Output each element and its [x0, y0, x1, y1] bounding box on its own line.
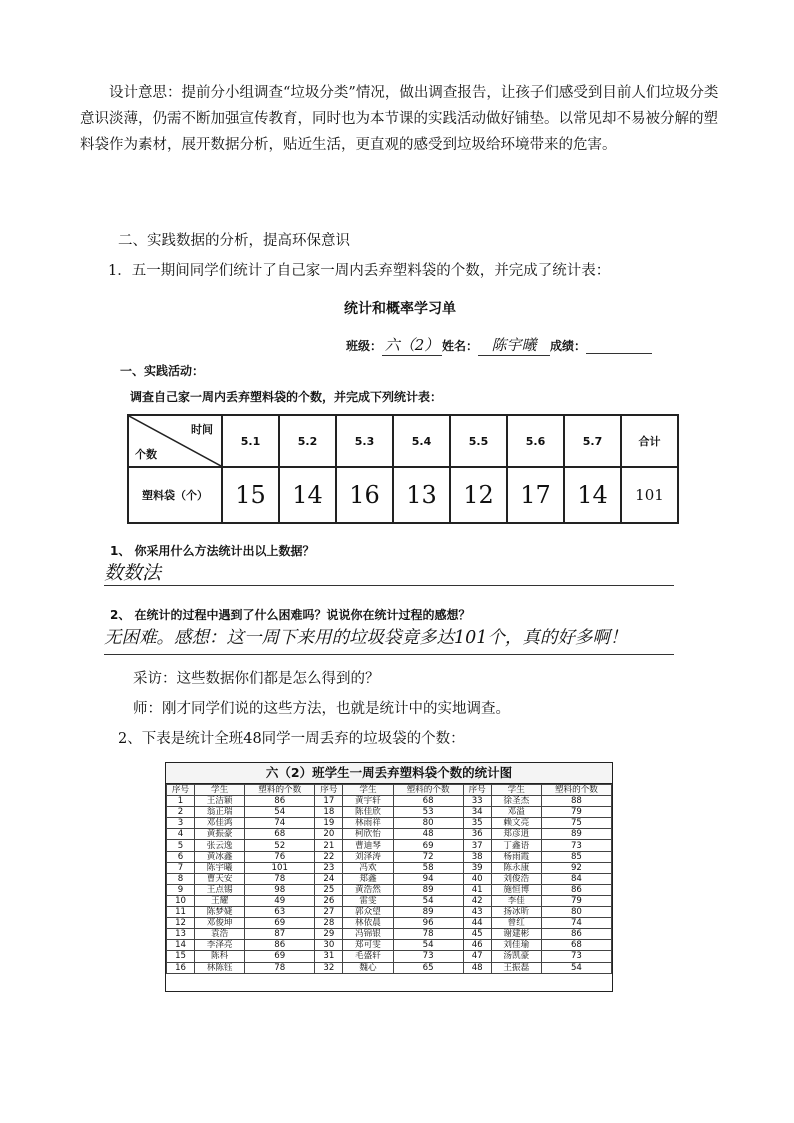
- score-label: 成绩：: [550, 339, 587, 353]
- table-cell: 37: [463, 840, 491, 851]
- table-cell: 72: [393, 851, 463, 862]
- table-cell: 柯欣怡: [343, 829, 393, 840]
- table-cell: 王振磊: [491, 962, 541, 973]
- score-blank: [586, 339, 652, 354]
- table-cell: 陈宇曦: [195, 862, 245, 873]
- table-cell: 26: [315, 895, 343, 906]
- table-row: [167, 918, 612, 929]
- table-row: [167, 851, 612, 862]
- header-time: 时间: [191, 423, 213, 436]
- table-cell: 林雨祥: [343, 818, 393, 829]
- table-cell: 76: [245, 851, 315, 862]
- table-cell: 46: [463, 940, 491, 951]
- table-cell: 75: [541, 818, 611, 829]
- column-header: 塑料的个数: [541, 785, 611, 796]
- table-cell: 扬冰昕: [491, 907, 541, 918]
- date-cell: 5.6: [507, 415, 564, 467]
- worksheet-answer-1: 数数法: [104, 562, 162, 584]
- table-row: [167, 884, 612, 895]
- table-cell: 80: [393, 818, 463, 829]
- table-cell: 刘俊浩: [491, 873, 541, 884]
- table-cell: 48: [393, 829, 463, 840]
- table-cell: 邓俊坤: [195, 918, 245, 929]
- item-2-text: 2、下表是统计全班48同学一周丢弃的垃圾袋的个数：: [118, 731, 465, 747]
- table-cell: 34: [463, 807, 491, 818]
- table-cell: 53: [393, 807, 463, 818]
- table-cell: 8: [167, 873, 195, 884]
- teacher-text: 师：刚才同学们说的这些方法，也就是统计中的实地调查。: [133, 701, 510, 717]
- table-cell: 98: [245, 884, 315, 895]
- table-cell: 73: [541, 840, 611, 851]
- table-cell: 曹天安: [195, 873, 245, 884]
- table-cell: 74: [541, 918, 611, 929]
- total-header: 合计: [621, 415, 678, 467]
- class-label: 班级：: [346, 339, 383, 353]
- date-cell: 5.5: [450, 415, 507, 467]
- diagonal-header-cell: [128, 415, 222, 467]
- table-cell: 68: [245, 829, 315, 840]
- column-header: 学生: [343, 785, 393, 796]
- value-cell: 12: [450, 467, 507, 523]
- table-cell: 54: [245, 807, 315, 818]
- table-cell: 袁浩: [195, 929, 245, 940]
- table-cell: 73: [393, 951, 463, 962]
- table-cell: 86: [541, 884, 611, 895]
- table-cell: 徐圣杰: [491, 796, 541, 807]
- table-cell: 47: [463, 951, 491, 962]
- worksheet-title: 统计和概率学习单: [344, 301, 456, 317]
- value-cell: 13: [393, 467, 450, 523]
- table-cell: 王耀: [195, 895, 245, 906]
- date-cell: 5.3: [336, 415, 393, 467]
- item-1-text: 1．五一期间同学们统计了自己家一周内丢弃塑料袋的个数，并完成了统计表：: [108, 263, 611, 279]
- interview-text: 采访：这些数据你们都是怎么得到的？: [133, 671, 380, 687]
- table-cell: 丁鑫语: [491, 840, 541, 851]
- table-cell: 36: [463, 829, 491, 840]
- table-row: [167, 840, 612, 851]
- table-cell: 23: [315, 862, 343, 873]
- table-cell: 25: [315, 884, 343, 895]
- table-row: [167, 829, 612, 840]
- worksheet-instruction: 调查自己家一周内丢弃塑料袋的个数，并完成下列统计表：: [130, 390, 443, 404]
- table-cell: 94: [393, 873, 463, 884]
- name-label: 姓名：: [442, 339, 479, 353]
- table-cell: 42: [463, 895, 491, 906]
- table-cell: 赖文亮: [491, 818, 541, 829]
- table-cell: 11: [167, 907, 195, 918]
- table-cell: 35: [463, 818, 491, 829]
- row-label: 塑料袋（个）: [128, 467, 222, 523]
- table-row: [167, 807, 612, 818]
- table-row: [167, 862, 612, 873]
- header-count: 个数: [135, 448, 157, 461]
- table-cell: 41: [463, 884, 491, 895]
- table-cell: 1: [167, 796, 195, 807]
- date-cell: 5.1: [222, 415, 279, 467]
- table-cell: 69: [245, 951, 315, 962]
- table-cell: 7: [167, 862, 195, 873]
- table-cell: 9: [167, 884, 195, 895]
- table-cell: 李泽亮: [195, 940, 245, 951]
- table-cell: 12: [167, 918, 195, 929]
- table-cell: 54: [541, 962, 611, 973]
- worksheet-section: 一、实践活动：: [120, 364, 205, 378]
- table-cell: 24: [315, 873, 343, 884]
- table-cell: 31: [315, 951, 343, 962]
- table-cell: 陈永康: [491, 862, 541, 873]
- table-cell: 邓佳鸿: [195, 818, 245, 829]
- table-cell: 78: [245, 962, 315, 973]
- table-cell: 101: [245, 862, 315, 873]
- table-row: [167, 895, 612, 906]
- value-cell: 14: [564, 467, 621, 523]
- table-cell: 32: [315, 962, 343, 973]
- table-cell: 69: [245, 918, 315, 929]
- table-cell: 73: [541, 951, 611, 962]
- table-cell: 96: [393, 918, 463, 929]
- table-cell: 19: [315, 818, 343, 829]
- table-cell: 21: [315, 840, 343, 851]
- table-cell: 49: [245, 895, 315, 906]
- table-cell: 69: [393, 840, 463, 851]
- table-cell: 张云逸: [195, 840, 245, 851]
- table-cell: 74: [245, 818, 315, 829]
- table-cell: 78: [245, 873, 315, 884]
- worksheet-answer-2: 无困难。感想：这一周下来用的垃圾袋竟多达101个，真的好多啊！: [104, 628, 628, 648]
- table-cell: 2: [167, 807, 195, 818]
- worksheet-scan: [104, 292, 680, 662]
- table-cell: 68: [541, 940, 611, 951]
- table-cell: 冯锦银: [343, 929, 393, 940]
- class-stats-title: 六（2）班学生一周丢弃塑料袋个数的统计图: [166, 763, 612, 784]
- table-cell: 30: [315, 940, 343, 951]
- table-cell: 22: [315, 851, 343, 862]
- table-cell: 43: [463, 907, 491, 918]
- table-cell: 44: [463, 918, 491, 929]
- column-header: 序号: [167, 785, 195, 796]
- table-cell: 45: [463, 929, 491, 940]
- table-cell: 20: [315, 829, 343, 840]
- table-cell: 88: [541, 796, 611, 807]
- table-cell: 89: [541, 829, 611, 840]
- table-cell: 王洁颖: [195, 796, 245, 807]
- table-cell: 施恒博: [491, 884, 541, 895]
- table-cell: 陈科: [195, 951, 245, 962]
- table-row: [167, 818, 612, 829]
- table-cell: 郑可雯: [343, 940, 393, 951]
- table-cell: 林陈钰: [195, 962, 245, 973]
- table-cell: 86: [245, 940, 315, 951]
- table-cell: 29: [315, 929, 343, 940]
- table-cell: 黄振豪: [195, 829, 245, 840]
- table-cell: 郑彦逍: [491, 829, 541, 840]
- bag-count-table: [127, 414, 679, 524]
- value-cell: 14: [279, 467, 336, 523]
- column-header: 学生: [491, 785, 541, 796]
- table-header-row: [167, 785, 612, 796]
- table-cell: 魏心: [343, 962, 393, 973]
- table-cell: 黄冰鑫: [195, 851, 245, 862]
- table-cell: 李佳: [491, 895, 541, 906]
- table-row: [167, 951, 612, 962]
- table-cell: 84: [541, 873, 611, 884]
- table-cell: 48: [463, 962, 491, 973]
- table-cell: 谢建彬: [491, 929, 541, 940]
- class-value: 六（2）: [382, 334, 442, 356]
- table-cell: 郑鑫: [343, 873, 393, 884]
- table-cell: 52: [245, 840, 315, 851]
- table-cell: 14: [167, 940, 195, 951]
- table-cell: 27: [315, 907, 343, 918]
- answer-line: [104, 654, 674, 655]
- table-cell: 林依晨: [343, 918, 393, 929]
- table-cell: 87: [245, 929, 315, 940]
- table-cell: 陈梦婕: [195, 907, 245, 918]
- date-cell: 5.7: [564, 415, 621, 467]
- column-header: 塑料的个数: [245, 785, 315, 796]
- table-cell: 雷雯: [343, 895, 393, 906]
- design-intent-paragraph: 设计意思：提前分小组调查“垃圾分类”情况，做出调查报告，让孩子们感受到目前人们垃圾分类意识淡薄，仍需不断加强宣传教育，同时也为本节课的实践活动做好铺垫。以常见却不易被分解的塑料袋作为素材，展开数据分析，贴近生活，更直观的感受到垃圾给环境带来的危害。: [80, 85, 719, 153]
- table-cell: 曹迪琴: [343, 840, 393, 851]
- table-cell: 6: [167, 851, 195, 862]
- class-stats-grid: [166, 784, 612, 974]
- table-cell: 杨雨霞: [491, 851, 541, 862]
- class-stats-table: [165, 762, 613, 992]
- table-cell: 33: [463, 796, 491, 807]
- table-cell: 13: [167, 929, 195, 940]
- table-cell: 冯欢: [343, 862, 393, 873]
- table-cell: 曾红: [491, 918, 541, 929]
- table-cell: 10: [167, 895, 195, 906]
- table-cell: 4: [167, 829, 195, 840]
- worksheet-info: [346, 334, 652, 356]
- table-cell: 毛盛轩: [343, 951, 393, 962]
- table-cell: 5: [167, 840, 195, 851]
- table-cell: 18: [315, 807, 343, 818]
- table-cell: 58: [393, 862, 463, 873]
- date-cell: 5.4: [393, 415, 450, 467]
- table-cell: 16: [167, 962, 195, 973]
- total-value: 101: [621, 467, 678, 523]
- table-cell: 54: [393, 895, 463, 906]
- table-cell: 黄浩然: [343, 884, 393, 895]
- table-cell: 邓溢: [491, 807, 541, 818]
- table-cell: 86: [541, 929, 611, 940]
- table-cell: 65: [393, 962, 463, 973]
- worksheet-question-2: 2、 在统计的过程中遇到了什么困难吗？说说你在统计过程的感想？: [110, 608, 471, 622]
- worksheet-question-1: 1、 你采用什么方法统计出以上数据？: [110, 544, 315, 558]
- column-header: 塑料的个数: [393, 785, 463, 796]
- table-cell: 陈佳欣: [343, 807, 393, 818]
- table-cell: 79: [541, 807, 611, 818]
- table-cell: 86: [245, 796, 315, 807]
- table-cell: 王点锡: [195, 884, 245, 895]
- name-value: 陈宇曦: [478, 334, 550, 356]
- table-cell: 80: [541, 907, 611, 918]
- table-cell: 92: [541, 862, 611, 873]
- table-cell: 79: [541, 895, 611, 906]
- table-cell: 汤凯豪: [491, 951, 541, 962]
- table-cell: 3: [167, 818, 195, 829]
- date-cell: 5.2: [279, 415, 336, 467]
- table-cell: 68: [393, 796, 463, 807]
- table-row: [167, 962, 612, 973]
- table-cell: 39: [463, 862, 491, 873]
- table-row: [167, 907, 612, 918]
- table-cell: 28: [315, 918, 343, 929]
- table-cell: 黄宇轩: [343, 796, 393, 807]
- table-cell: 郭众望: [343, 907, 393, 918]
- table-cell: 78: [393, 929, 463, 940]
- table-cell: 89: [393, 907, 463, 918]
- answer-line: [104, 585, 674, 586]
- table-cell: 54: [393, 940, 463, 951]
- table-row: [167, 873, 612, 884]
- table-cell: 刘泽涛: [343, 851, 393, 862]
- table-cell: 89: [393, 884, 463, 895]
- table-cell: 翁正瑞: [195, 807, 245, 818]
- table-row: [167, 929, 612, 940]
- table-cell: 38: [463, 851, 491, 862]
- table-cell: 17: [315, 796, 343, 807]
- table-row: [167, 940, 612, 951]
- table-row: [167, 796, 612, 807]
- column-header: 序号: [463, 785, 491, 796]
- column-header: 序号: [315, 785, 343, 796]
- table-cell: 15: [167, 951, 195, 962]
- table-cell: 85: [541, 851, 611, 862]
- column-header: 学生: [195, 785, 245, 796]
- table-cell: 刘佳瑜: [491, 940, 541, 951]
- table-cell: 63: [245, 907, 315, 918]
- value-cell: 16: [336, 467, 393, 523]
- table-cell: 40: [463, 873, 491, 884]
- value-cell: 17: [507, 467, 564, 523]
- value-cell: 15: [222, 467, 279, 523]
- section-heading: 二、实践数据的分析，提高环保意识: [118, 233, 350, 249]
